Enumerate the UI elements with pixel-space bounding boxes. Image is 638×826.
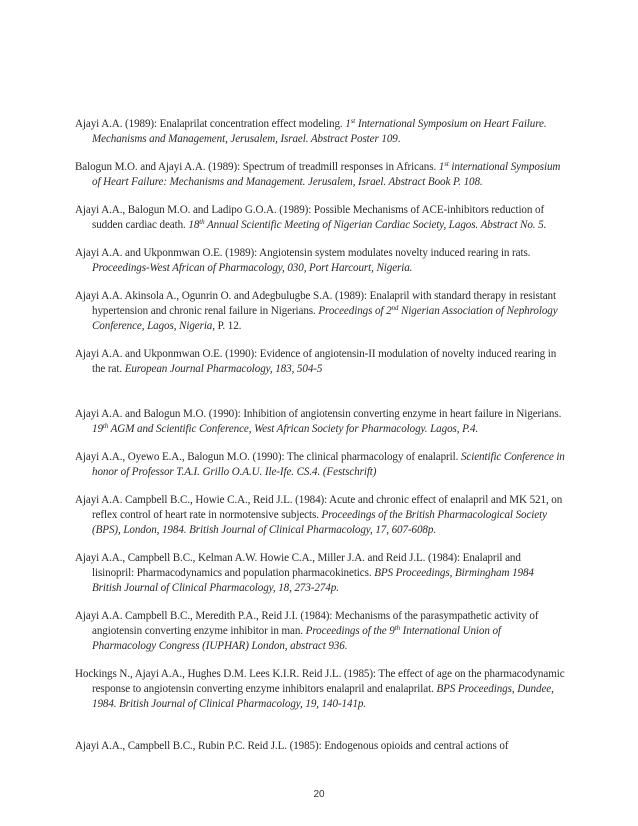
reference-list <box>75 117 565 767</box>
reference-item: Ajayi A.A., Campbell B.C., Rubin P.C. Reid J.L. (1985): Endogenous opioids and central actions of <box>75 740 509 752</box>
reference-item: Ajayi A.A., Campbell B.C., Kelman A.W. Howie C.A., Miller J.A. and Reid J.L. (1984): Enalapril and lisinopril: Pharmacodynamics and population pharmacokinetics. BPS Proceedings, Birmingham 1984 British Journal of Clinical Pharmacology, 18, 273-274p. <box>75 552 534 594</box>
page-number: 20 <box>313 789 325 800</box>
reference-item: Ajayi A.A., Oyewo E.A., Balogun M.O. (1990): The clinical pharmacology of enalapril. Scientific Conference in honor of Professor T.A.I. Grillo O.A.U. Ile-Ife. CS.4. (Festschrift) <box>75 451 565 478</box>
reference-item: Ajayi A.A. and Ukponmwan O.E. (1989): Angiotensin system modulates novelty induced rearing in rats. Proceedings-West African of Pharmacology, 030, Port Harcourt, Nigeria. <box>75 247 531 274</box>
reference-item: Ajayi A.A. and Ukponmwan O.E. (1990): Evidence of angiotensin-II modulation of novelty induced rearing in the rat. European Journal Pharmacology, 183, 504-5 <box>75 348 557 375</box>
reference-item: Ajayi A.A. (1989): Enalaprilat concentration effect modeling. 1st International Symposium on Heart Failure. Mechanisms and Management, Jerusalem, Israel. Abstract Poster 109. <box>75 117 547 145</box>
reference-item: Balogun M.O. and Ajayi A.A. (1989): Spectrum of treadmill responses in Africans. 1st international Symposium of Heart Failure: Mechanisms and Management. Jerusalem, Israel. Abstract Book P. 108. <box>75 160 561 188</box>
reference-item: Ajayi A.A. Akinsola A., Ogunrin O. and Adegbulugbe S.A. (1989): Enalapril with standard therapy in resistant hypertension and chronic renal failure in Nigerians. Proceedings of 2nd Nigerian Association of Nephrology Conference, Lagos, Nigeria, P. 12. <box>75 290 558 332</box>
reference-item: Ajayi A.A. and Balogun M.O. (1990): Inhibition of angiotensin converting enzyme in heart failure in Nigerians. 19th AGM and Scientific Conference, West African Society for Pharmacology. Lagos, P.4. <box>75 408 562 435</box>
reference-item: Ajayi A.A. Campbell B.C., Howie C.A., Reid J.L. (1984): Acute and chronic effect of enalapril and MK 521, on reflex control of heart rate in normotensive subjects. Proceedings of the British Pharmacological Society (BPS), London, 1984. British Journal of Clinical Pharmacology, 17, 607-608p. <box>75 494 563 536</box>
reference-item: Ajayi A.A., Balogun M.O. and Ladipo G.O.A. (1989): Possible Mechanisms of ACE-inhibitors reduction of sudden cardiac death. 18th Annual Scientific Meeting of Nigerian Cardiac Society, Lagos. Abstract No. 5. <box>75 204 547 231</box>
reference-item: Ajayi A.A. Campbell B.C., Meredith P.A., Reid J.I. (1984): Mechanisms of the parasympathetic activity of angiotensin converting enzyme inhibitor in man. Proceedings of the 9th International Union of Pharmacology Congress (IUPHAR) London, abstract 936. <box>75 610 539 652</box>
reference-item: Hockings N., Ajayi A.A., Hughes D.M. Lees K.I.R. Reid J.L. (1985): The effect of age on the pharmacodynamic response to angiotensin converting enzyme inhibitors enalapril and enalaprilat. BPS Proceedings, Dundee, 1984. British Journal of Clinical Pharmacology, 19, 140-141p. <box>75 668 565 710</box>
